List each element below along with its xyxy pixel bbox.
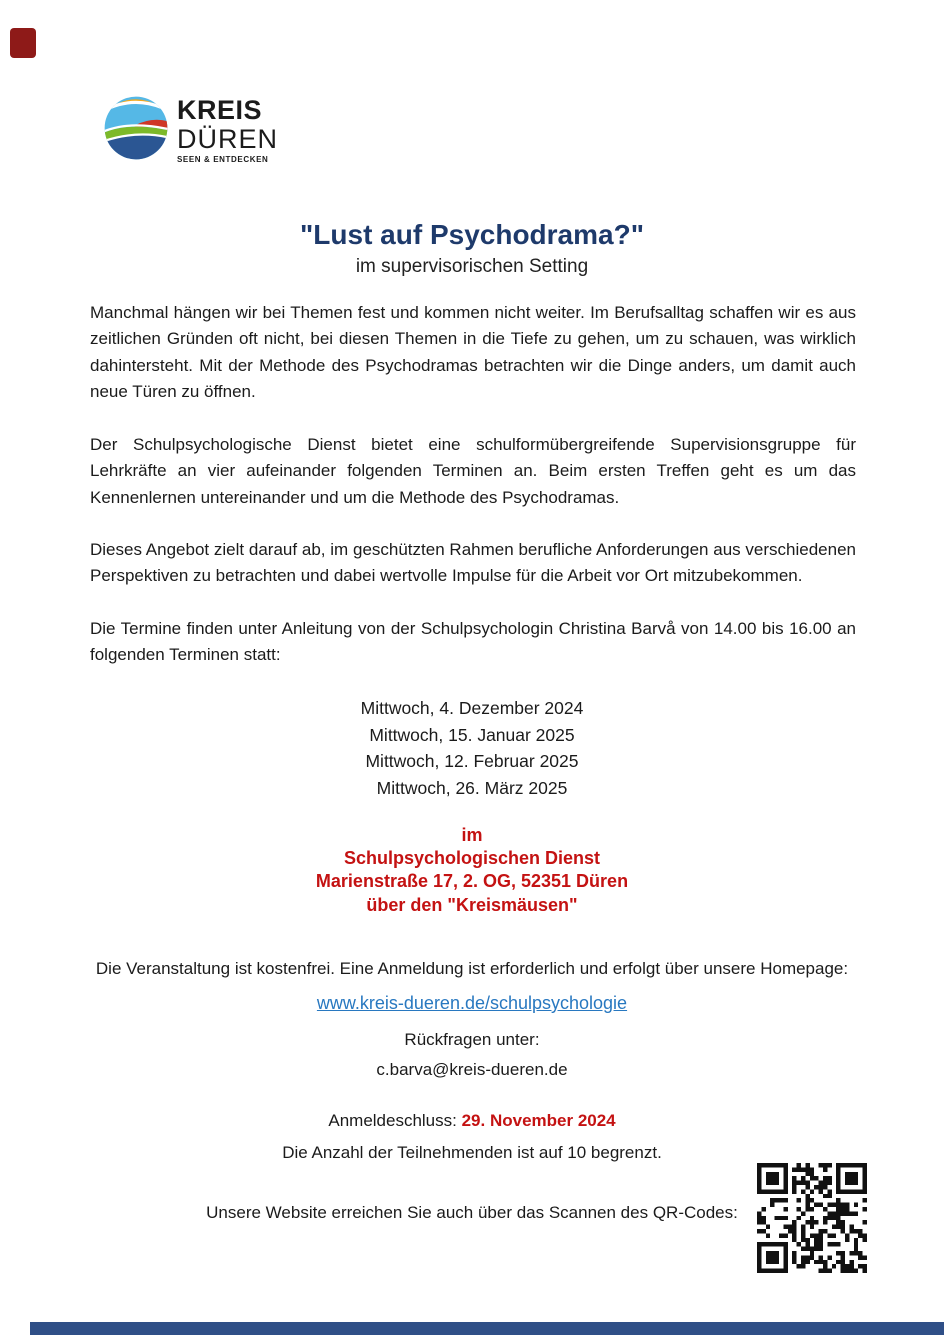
deadline-date: 29. November 2024 [461,1111,616,1130]
location-line: über den "Kreismäusen" [366,894,578,915]
contact-email: c.barva@kreis-dueren.de [376,1060,568,1079]
bottom-page-edge [30,1322,944,1335]
location-line: im [461,825,483,845]
participant-limit: Die Anzahl der Teilnehmenden ist auf 10 begrenzt. [282,1143,662,1162]
date-item: Mittwoch, 12. Februar 2025 [365,751,579,772]
paragraph-goal: Dieses Angebot zielt darauf ab, im geschützten Rahmen berufliche Anforderungen aus verschiedenen Perspektiven zu betrachten und dabei wertvolle Impulse für die Arbeit vor Ort mitzubekommen. [90,540,856,586]
deadline-row [0,1111,944,1131]
logo-line1: KREIS [177,95,263,125]
corner-mark [10,28,36,58]
paragraph-intro: Manchmal hängen wir bei Themen fest und kommen nicht weiter. Im Berufsalltag schaffen wir es aus zeitlichen Gründen oft nicht, bei diesen Themen in die Tiefe zu gehen, um zu schauen, was wirklich dahintersteht. Mit der Methode des Psychodramas betrachten wir die Dinge anders, um damit auch neue Türen zu öffnen. [90,303,856,402]
location-line: Marienstraße 17, 2. OG, 52351 Düren [315,871,629,892]
kreis-dueren-logo [104,96,278,165]
location-line: Schulpsychologischen Dienst [343,848,601,869]
logo-tagline: SEEN & ENTDECKEN [177,155,269,164]
questions-label: Rückfragen unter: [404,1030,540,1049]
logo-globe-icon [104,96,168,165]
homepage-link[interactable]: www.kreis-dueren.de/schulpsychologie [316,993,628,1013]
deadline-label: Anmeldeschluss: [328,1111,462,1130]
logo-line2: DÜREN [177,124,279,154]
page-title: "Lust auf Psychodrama?" [300,219,644,250]
location-block [0,824,944,917]
registration-info: Die Veranstaltung ist kostenfrei. Eine Anmeldung ist erforderlich und erfolgt über unsere Homepage: [95,959,849,978]
qr-code-icon [757,1163,867,1273]
date-list [0,695,944,801]
qr-instruction: Unsere Website erreichen Sie auch über das Scannen des QR-Codes: [206,1203,738,1222]
paragraph-schedule-intro: Die Termine finden unter Anleitung von der Schulpsychologin Christina Barvå von 14.00 bis 16.00 an folgenden Terminen statt: [90,619,856,665]
logo-wordmark [177,97,278,164]
homepage-link-row [0,993,944,1014]
date-item: Mittwoch, 4. Dezember 2024 [360,698,584,718]
date-item: Mittwoch, 15. Januar 2025 [369,724,575,745]
page-subtitle: im supervisorischen Setting [355,256,589,277]
paragraph-offer: Der Schulpsychologische Dienst bietet eine schulformübergreifende Supervisionsgruppe für Lehrkräfte an vier aufeinander folgenden Terminen an. Beim ersten Treffen geht es um das Kennenlernen untereinander und um die Methode des Psychodramas. [90,435,856,507]
date-item: Mittwoch, 26. März 2025 [376,777,568,798]
